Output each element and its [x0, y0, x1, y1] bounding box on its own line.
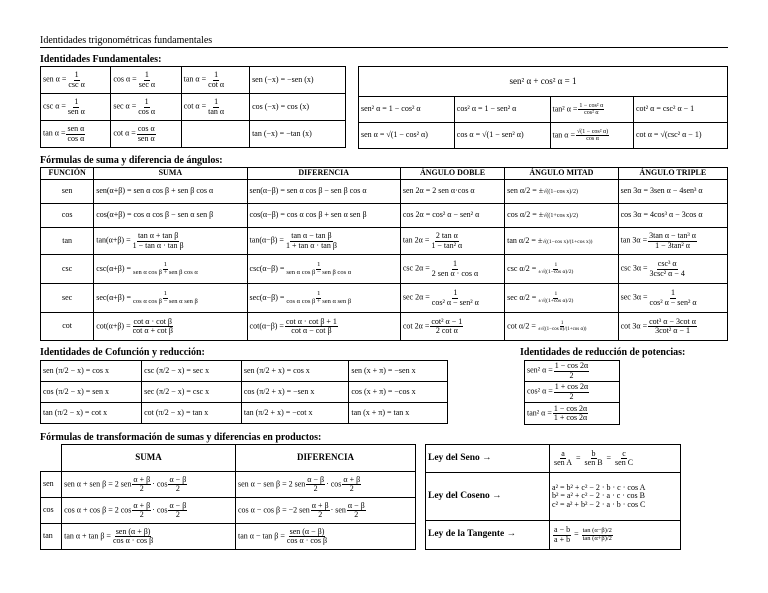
- table-row: [41, 524, 416, 550]
- root-cot: cot α = √(csc² α − 1): [633, 123, 727, 149]
- header-funcion: FUNCIÓN: [41, 168, 94, 180]
- sec-mitad: sec α/2 = $\frac{1}{\text{±√((1+cos α)/2)}}$: [505, 284, 618, 313]
- table-row: [41, 361, 448, 382]
- sec-recip-cell: sec α = $\frac{1}{\text{cos α}}$: [111, 94, 181, 121]
- header-angulo-mitad: ÁNGULO MITAD: [505, 168, 618, 180]
- sen-mitad: sen α/2 = ±√((1−cos x)/2): [505, 180, 618, 204]
- cofuncion-cell: cos (π/2 + x) = −sen x: [241, 382, 348, 403]
- table-row: [41, 180, 728, 204]
- cofuncion-cell: cos (π/2 − x) = sen x: [41, 382, 142, 403]
- tan-dif: tan(α−β) = $\frac{\text{tan α − tan β}}{\text{1 + tan α · tan β}}$: [247, 228, 400, 255]
- section-title-potencias: Identidades de reducción de potencias:: [520, 347, 686, 358]
- cos-suma: cos(α+β) = cos α cos β − sen α sen β: [94, 204, 247, 228]
- cofuncion-cell: tan (π/2 − x) = cot x: [41, 403, 142, 424]
- cofuncion-table: [40, 360, 448, 424]
- suma-diferencia-table: [40, 167, 728, 341]
- cos-mitad: cos α/2 = ±√((1+cos x)/2): [505, 204, 618, 228]
- table-row: [41, 472, 416, 498]
- transf-header-diferencia: DIFERENCIA: [236, 445, 416, 472]
- cofuncion-cell: sen (π/2 + x) = cos x: [241, 361, 348, 382]
- cofuncion-cell: sen (x + π) = −sen x: [349, 361, 448, 382]
- sec-suma: sec(α+β) = 1 cos α cos β − sen α sen β: [94, 284, 247, 313]
- table-row: [41, 228, 728, 255]
- cot-suma: cot(α+β) = $\frac{\text{cot α · cot β}}{\text{cot α + cot β}}$: [94, 313, 247, 341]
- section-title-fundamentales: Identidades Fundamentales:: [40, 54, 162, 65]
- pythag-tan2: tan² α = $\frac{\text{1 − cos² α}}{\text{cos² α}}$: [550, 97, 633, 123]
- potencia-sen: sen² α = $\frac{1 - \cos 2\alpha}{2}$: [525, 361, 620, 382]
- pythag-cos2: cos² α = 1 − sen² α: [454, 97, 550, 123]
- fn-cos: cos: [41, 204, 94, 228]
- fundamentales-table-right: [358, 66, 728, 149]
- transf-sen-suma: sen α + sen β = 2 sen $\frac{\alpha + \beta}{2}$ · cos $\frac{\alpha - \beta}{2}$: [62, 472, 236, 498]
- table-row: [426, 473, 681, 521]
- pythag-identity: sen² α + cos² α = 1: [359, 67, 728, 97]
- cos-recip-cell: cos α = 1 sec α: [111, 67, 181, 94]
- header-diferencia: DIFERENCIA: [247, 168, 400, 180]
- sen-triple: sen 3α = 3sen α − 4sen³ α: [618, 180, 727, 204]
- csc-doble: csc 2α = 1 2 sen α · cos α: [400, 255, 504, 284]
- cos-neg-cell: cos (−x) = cos (x): [250, 94, 346, 121]
- cofuncion-cell: tan (π/2 + x) = −cot x: [241, 403, 348, 424]
- tan-triple: tan 3α = $\frac{\text{3tan α − tan³ α}}{\text{1 − 3tan² α}}$: [618, 228, 727, 255]
- tan-doble: tan 2α = $\frac{\text{2 tan α}}{\text{1 − tan² α}}$: [400, 228, 504, 255]
- cos-doble: cos 2α = cos² α − sen² α: [400, 204, 504, 228]
- tan-mitad: tan α/2 = ±√((1−cos x)/(1+cos x)): [505, 228, 618, 255]
- pythag-cot2: cot² α = csc² α − 1: [633, 97, 727, 123]
- root-sen: sen α = √(1 − cos² α): [359, 123, 455, 149]
- coseno-line: c² = a² + b² − 2 · a · b · cos C: [552, 499, 646, 509]
- ley-tangente-formula: $\frac{a - b}{a + b}$ = $\frac{\tan (\alpha-\beta)/2}{\tan (\alpha+\beta)/2}$: [550, 521, 681, 550]
- cot-dif: cot(α−β) = $\frac{\text{cot α · cot β + 1}}{\text{cot α − cot β}}$: [247, 313, 400, 341]
- root-cos: cos α = √(1 − sen² α): [454, 123, 550, 149]
- transf-tan-dif: tan α − tan β = sen (α − β) cos α · cos β: [236, 524, 416, 550]
- tan-suma: tan(α+β) = $\frac{\text{tan α + tan β}}{\text{1 − tan α · tan β}}$: [94, 228, 247, 255]
- csc-recip-cell: csc α = 1 sen α: [41, 94, 111, 121]
- sen-suma: sen(α+β) = sen α cos β + sen β cos α: [94, 180, 247, 204]
- sen-neg-cell: sen (−x) = −sen (x): [250, 67, 346, 94]
- tan-recip-cell: tan α = $\frac{1}{\text{cot α}}$: [181, 67, 249, 94]
- csc-dif: csc(α−β) = 1 sen α cos β − sen β cos α: [247, 255, 400, 284]
- coseno-line: b² = a² + c² − 2 · a · c · cos B: [552, 491, 645, 501]
- potencia-cos: cos² α = $\frac{1 + \cos 2\alpha}{2}$: [525, 382, 620, 403]
- header-suma: SUMA: [94, 168, 247, 180]
- csc-mitad: csc α/2 = $\frac{1}{\text{±√((1−cos α)/2)}}$: [505, 255, 618, 284]
- csc-suma: csc(α+β) = 1 sen α cos β + sen β cos α: [94, 255, 247, 284]
- cot-doble: cot 2α = $\frac{\text{cot² α − 1}}{\text{2 cot α}}$: [400, 313, 504, 341]
- sec-doble: sec 2α = 1 cos² α − sen² α: [400, 284, 504, 313]
- transf-tan-suma: tan α + tan β = sen (α + β) cos α · cos β: [62, 524, 236, 550]
- empty-cell: [181, 121, 249, 148]
- potencia-tan: tan² α = $\frac{1 - \cos 2\alpha}{1 + \cos 2\alpha}$: [525, 403, 620, 425]
- sen-dif: sen(α−β) = sen α cos β − sen β cos α: [247, 180, 400, 204]
- empty-corner: [41, 445, 62, 472]
- ley-coseno-label: Ley del Coseno →: [426, 473, 550, 521]
- ley-seno-formula: a sen A = b sen B = c sen C: [550, 445, 681, 473]
- transf-cos-suma: cos α + cos β = 2 cos $\frac{\alpha + \beta}{2}$ · cos $\frac{\alpha - \beta}{2}$: [62, 498, 236, 524]
- cofuncion-cell: cot (π/2 − x) = tan x: [142, 403, 242, 424]
- table-row: [41, 403, 448, 424]
- sec-dif: sec(α−β) = 1 cos α cos β + sen α sen β: [247, 284, 400, 313]
- table-row: [41, 284, 728, 313]
- cofuncion-cell: csc (π/2 − x) = sec x: [142, 361, 242, 382]
- sec-triple: sec 3α = 1 cos² α − sen² α: [618, 284, 727, 313]
- table-row: [41, 204, 728, 228]
- table-row: [426, 445, 681, 473]
- potencias-table: [524, 360, 620, 425]
- tan-neg-cell: tan (−x) = −tan (x): [250, 121, 346, 148]
- transf-fn-cos: cos: [41, 498, 62, 524]
- transformacion-table: [40, 444, 416, 550]
- ley-seno-label: Ley del Seno →: [426, 445, 550, 473]
- cot-quot-cell: cot α = cos α sen α: [111, 121, 181, 148]
- fn-cot: cot: [41, 313, 94, 341]
- section-title-transformacion: Fórmulas de transformación de sumas y diferencias en productos:: [40, 432, 322, 443]
- cot-mitad: cot α/2 = $\frac{1}{\text{±√((1−cos α)/(1+cos α))}}$: [505, 313, 618, 341]
- cos-triple: cos 3α = 4cos³ α − 3cos α: [618, 204, 727, 228]
- ley-tangente-label: Ley de la Tangente →: [426, 521, 550, 550]
- sen-doble: sen 2α = 2 sen α·cos α: [400, 180, 504, 204]
- table-row: [41, 498, 416, 524]
- cot-triple: cot 3α = $\frac{\text{cot³ α − 3cot α}}{\text{3cot² α − 1}}$: [618, 313, 727, 341]
- cos-dif: cos(α−β) = cos α cos β + sen α sen β: [247, 204, 400, 228]
- transf-header-suma: SUMA: [62, 445, 236, 472]
- fundamentales-table-left: [40, 66, 346, 148]
- cofuncion-cell: sen (π/2 − x) = cos x: [41, 361, 142, 382]
- page-title: Identidades trigonométricas fundamentales: [40, 35, 213, 46]
- table-row: [525, 361, 620, 382]
- tan-quot-cell: tan α = sen α cos α: [41, 121, 111, 148]
- table-row: [41, 313, 728, 341]
- cofuncion-cell: sec (π/2 − x) = csc x: [142, 382, 242, 403]
- transf-cos-dif: cos α − cos β = −2 sen $\frac{\alpha + \beta}{2}$ · sen $\frac{\alpha - \beta}{2}$: [236, 498, 416, 524]
- transf-sen-dif: sen α − sen β = 2 sen $\frac{\alpha - \beta}{2}$ · cos $\frac{\alpha + \beta}{2}$: [236, 472, 416, 498]
- cofuncion-cell: cos (x + π) = −cos x: [349, 382, 448, 403]
- csc-triple: csc 3α = csc³ α 3csc² α − 4: [618, 255, 727, 284]
- transf-fn-sen: sen: [41, 472, 62, 498]
- table-row: [525, 382, 620, 403]
- title-rule: [40, 47, 728, 48]
- table-row: [426, 521, 681, 550]
- section-title-suma-diferencia: Fórmulas de suma y diferencia de ángulos:: [40, 155, 223, 166]
- fn-csc: csc: [41, 255, 94, 284]
- fn-sen: sen: [41, 180, 94, 204]
- fn-tan: tan: [41, 228, 94, 255]
- transf-fn-tan: tan: [41, 524, 62, 550]
- header-angulo-doble: ÁNGULO DOBLE: [400, 168, 504, 180]
- header-angulo-triple: ÁNGULO TRIPLE: [618, 168, 727, 180]
- cofuncion-cell: tan (x + π) = tan x: [349, 403, 448, 424]
- cot-recip-cell: cot α = $\frac{1}{\text{tan α}}$: [181, 94, 249, 121]
- table-row: [41, 255, 728, 284]
- leyes-table: [425, 444, 681, 550]
- ley-coseno-formula: [550, 473, 681, 521]
- table-row: [41, 382, 448, 403]
- fn-sec: sec: [41, 284, 94, 313]
- pythag-sen2: sen² α = 1 − cos² α: [359, 97, 455, 123]
- coseno-line: a² = b² + c² − 2 · b · c · cos A: [552, 482, 646, 492]
- root-tan: tan α = $\frac{\text{√(1 − cos² α)}}{\text{cos α}}$: [550, 123, 633, 149]
- table-row: [525, 403, 620, 425]
- section-title-cofuncion: Identidades de Cofunción y reducción:: [40, 347, 205, 358]
- sen-recip-cell: sen α = 1 csc α: [41, 67, 111, 94]
